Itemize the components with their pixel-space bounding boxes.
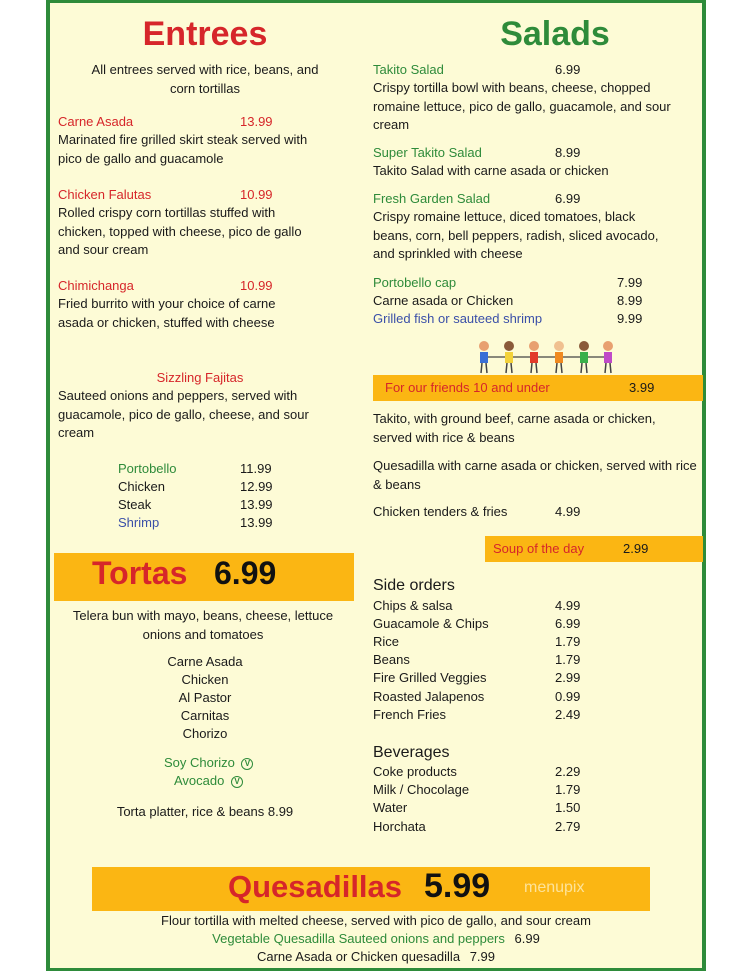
torta-veg	[174, 772, 243, 791]
tortas-title: Tortas	[92, 555, 188, 591]
entree-name: Chimichanga	[58, 278, 134, 293]
salad-price: 8.99	[555, 145, 581, 160]
salad-desc: Crispy romaine lettuce, diced tomatoes, black beans, corn, bell peppers, radish, sliced avocado, and sprinkled with cheese	[373, 209, 659, 261]
torta-filling: Chicken	[181, 672, 229, 687]
side-price: 6.99	[555, 616, 581, 631]
beverage-price: 2.29	[555, 764, 581, 779]
entree-price: 10.99	[240, 187, 273, 202]
salad-desc: Takito Salad with carne asada or chicken	[373, 163, 609, 178]
entree-name: Chicken Falutas	[58, 187, 152, 202]
fajita-option-name: Shrimp	[118, 515, 160, 530]
side-name: Fire Grilled Veggies	[373, 670, 487, 685]
quesadillas-desc: Flour tortilla with melted cheese, served with pico de gallo, and sour cream	[161, 913, 591, 928]
quesadillas-band	[92, 867, 650, 911]
beverage-name: Horchata	[373, 819, 426, 834]
salad-desc: Crispy tortilla bowl with beans, cheese, chopped romaine lettuce, pico de gallo, guacamole, and sour cream	[373, 80, 671, 132]
entrees-intro: All entrees served with rice, beans, and corn tortillas	[91, 62, 319, 96]
salad-addon-price: 7.99	[617, 275, 643, 290]
salad-addon-name: Portobello cap	[373, 275, 457, 290]
beverage-price: 1.50	[555, 800, 581, 815]
menu-page	[46, 0, 706, 971]
salad-addon-price: 9.99	[617, 311, 643, 326]
watermark: menupix	[524, 879, 585, 896]
vegetarian-icon: V	[231, 776, 243, 788]
torta-filling: Carne Asada	[167, 654, 243, 669]
side-price: 4.99	[555, 598, 581, 613]
sides-title: Side orders	[373, 577, 455, 594]
kids-item-price: 4.99	[555, 504, 581, 519]
torta-platter: Torta platter, rice & beans 8.99	[116, 804, 294, 819]
fajita-option-price: 12.99	[240, 479, 273, 494]
kids-item: Quesadilla with carne asada or chicken, served with rice & beans	[373, 458, 697, 492]
salad-name: Fresh Garden Salad	[373, 191, 491, 206]
quesadilla-veg-price: 6.99	[514, 931, 540, 946]
salad-addon-name: Carne asada or Chicken	[373, 293, 514, 308]
entree-price: 10.99	[240, 278, 273, 293]
salad-addon-price: 8.99	[617, 293, 643, 308]
fajita-option-name: Portobello	[118, 461, 177, 476]
side-price: 2.99	[555, 670, 581, 685]
beverage-name: Water	[373, 800, 408, 815]
quesadilla-meat-line	[50, 948, 702, 967]
fajitas-title: Sizzling Fajitas	[156, 370, 244, 385]
entree-desc: Fried burrito with your choice of carne asada or chicken, stuffed with cheese	[58, 296, 276, 330]
quesadilla-meat: Carne Asada or Chicken quesadilla	[256, 949, 461, 964]
fajita-option-price: 13.99	[240, 497, 273, 512]
torta-filling: Carnitas	[180, 708, 230, 723]
tortas-desc: Telera bun with mayo, beans, cheese, lettuce onions and tomatoes	[72, 608, 334, 642]
quesadilla-veg: Vegetable Quesadilla Sauteed onions and peppers	[212, 931, 505, 946]
salad-name: Takito Salad	[373, 62, 444, 77]
vegetarian-icon: V	[241, 758, 253, 770]
entrees-title: Entrees	[142, 15, 268, 53]
fajita-option-price: 11.99	[240, 461, 272, 476]
entree-price: 13.99	[240, 114, 273, 129]
side-name: Guacamole & Chips	[373, 616, 489, 631]
tortas-band	[54, 553, 354, 601]
side-price: 1.79	[555, 652, 581, 667]
soup-label: Soup of the day	[493, 541, 585, 556]
torta-veg-label: Soy Chorizo	[164, 755, 235, 770]
beverage-name: Coke products	[373, 764, 457, 779]
torta-filling: Chorizo	[182, 726, 228, 741]
side-name: Beans	[373, 652, 410, 667]
side-name: Chips & salsa	[373, 598, 453, 613]
side-name: Roasted Jalapenos	[373, 689, 485, 704]
torta-veg-label: Avocado	[174, 773, 225, 788]
beverage-price: 2.79	[555, 819, 581, 834]
side-name: Rice	[373, 634, 400, 649]
salads-title: Salads	[500, 15, 610, 53]
soup-price: 2.99	[623, 541, 649, 556]
salad-addon-name: Grilled fish or sauteed shrimp	[373, 311, 543, 326]
salad-price: 6.99	[555, 62, 581, 77]
entree-desc: Marinated fire grilled skirt steak served with pico de gallo and guacamole	[58, 132, 308, 166]
beverage-name: Milk / Chocolage	[373, 782, 470, 797]
side-price: 1.79	[555, 634, 581, 649]
entree-name: Carne Asada	[58, 114, 134, 129]
kids-price: 3.99	[629, 380, 655, 395]
quesadilla-veg-line	[50, 930, 702, 949]
soup-band	[485, 536, 703, 562]
fajita-option-price: 13.99	[240, 515, 273, 530]
kids-band	[373, 375, 703, 401]
side-name: French Fries	[373, 707, 446, 722]
quesadillas-title: Quesadillas	[228, 869, 403, 904]
torta-veg	[164, 754, 253, 773]
side-price: 0.99	[555, 689, 581, 704]
kids-title: For our friends 10 and under	[385, 380, 550, 395]
salad-name: Super Takito Salad	[373, 145, 482, 160]
beverages-title: Beverages	[373, 744, 450, 761]
kids-item: Chicken tenders & fries	[373, 504, 508, 519]
kids-holding-hands-icon	[474, 339, 622, 377]
entree-desc: Rolled crispy corn tortillas stuffed with chicken, topped with cheese, pico de gallo and sour cream	[58, 205, 302, 257]
torta-filling: Al Pastor	[178, 690, 232, 705]
salad-price: 6.99	[555, 191, 581, 206]
fajitas-desc: Sauteed onions and peppers, served with guacamole, pico de gallo, cheese, and sour cream	[58, 388, 309, 440]
side-price: 2.49	[555, 707, 581, 722]
fajita-option-name: Steak	[118, 497, 152, 512]
fajita-option-name: Chicken	[118, 479, 165, 494]
tortas-price: 6.99	[214, 555, 277, 591]
beverage-price: 1.79	[555, 782, 581, 797]
kids-item: Takito, with ground beef, carne asada or chicken, served with rice & beans	[373, 411, 656, 445]
quesadillas-price: 5.99	[424, 867, 491, 905]
quesadilla-meat-price: 7.99	[469, 949, 495, 964]
